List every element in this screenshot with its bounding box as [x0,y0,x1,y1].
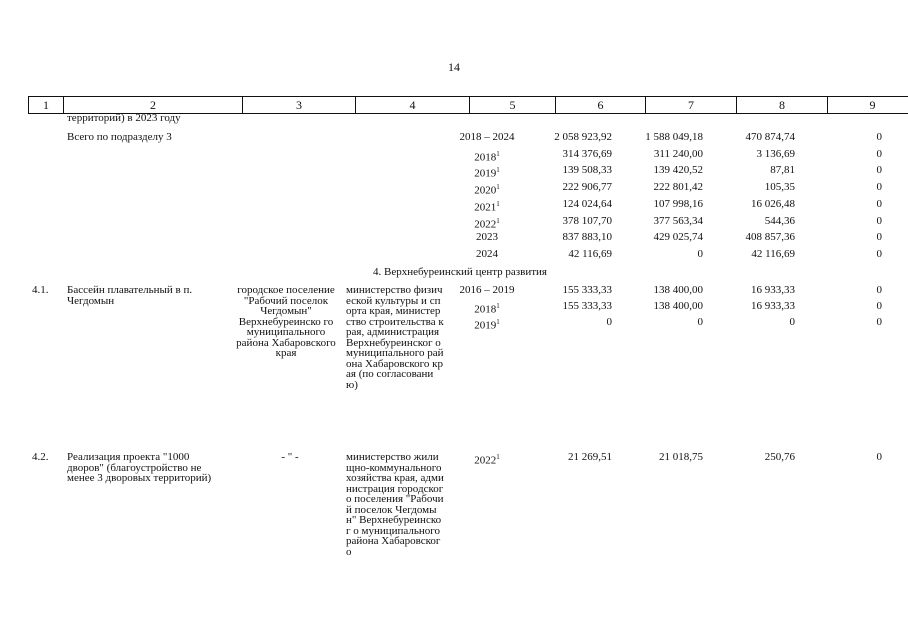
subtotal-c6-1: 314 376,69 [562,147,612,160]
subtotal-c7-0: 1 588 049,18 [645,131,703,143]
section-title: 4. Верхнебуреинский центр развития [373,266,547,278]
subtotal-c6-0: 2 058 923,92 [554,131,612,143]
subtotal-c7-3: 222 801,42 [653,181,703,194]
subtotal-c9-4: 0 [876,197,882,210]
carry-over-text: территорий) в 2023 году [67,112,181,124]
item-4-2-c8-0: 250,76 [764,451,795,463]
item-4-2-executor: - " - [281,451,299,463]
subtotal-c7-2: 139 420,52 [653,164,703,177]
subtotal-year-2: 2019$^1$ [474,166,500,181]
subtotal-label: Всего по подразделу 3 [67,131,172,143]
item-4-1-c7-2: 0 [697,316,703,328]
subtotal-year-0: 2018 – 2024 [459,131,515,143]
subtotal-year-footnote-4: 1 [496,199,500,208]
item-4-1-c7-1: 138 400,00 [653,300,703,312]
subtotal-year-footnote-2: 1 [496,166,500,175]
item-4-1-c8-1: 16 933,33 [751,300,795,312]
item-4-1-year-0: 2016 – 2019 [459,284,515,296]
item-4-2-number: 4.2. [32,451,49,463]
subtotal-c6-5: 378 107,70 [562,214,612,227]
item-4-2-c7-0: 21 018,75 [659,451,703,463]
header-cell-9: 9 [869,98,876,112]
subtotal-c8-0: 470 874,74 [745,131,795,143]
item-4-2-year-footnote-0: 1 [496,453,500,461]
header-cell-4: 4 [356,97,470,113]
subtotal-c6-3: 222 906,77 [562,181,612,194]
item-4-1-executor: городское поселение "Рабочий поселок Чегдомын" Верхнебуреинско го муниципального района Хабаровского края [236,284,336,359]
subtotal-c7-6: 429 025,74 [653,231,703,244]
subtotal-year-footnote-5: 1 [496,216,500,225]
item-4-1-c7-0: 138 400,00 [653,284,703,296]
subtotal-c9-1: 0 [876,147,882,160]
item-4-1-c9-1: 0 [876,300,882,312]
subtotal-c7-7: 0 [697,247,703,260]
subtotal-c8-7: 42 116,69 [751,247,795,260]
item-4-1-c6-0: 155 333,33 [562,284,612,296]
subtotal-year-7: 2024 [476,247,498,260]
item-4-1-c6-2: 0 [606,316,612,328]
item-4-1-number: 4.1. [32,284,49,296]
subtotal-c6-2: 139 508,33 [562,164,612,177]
subtotal-c8-2: 87,81 [770,164,795,177]
subtotal-year-5: 2022$^1$ [474,216,500,231]
subtotal-c8-5: 544,36 [764,214,795,227]
item-4-1-year-1: 2018$^1$ [474,302,500,316]
subtotal-c6-6: 837 883,10 [562,231,612,244]
header-cell-8: 8 [737,97,828,113]
subtotal-c8-1: 3 136,69 [756,147,795,160]
item-4-1-name: Бассейн плавательный в п. Чегдомын [67,284,193,307]
header-cell-6: 6 [556,97,646,113]
subtotal-year-4: 2021$^1$ [474,199,500,214]
item-4-1-year-footnote-1: 1 [496,302,500,310]
subtotal-c7-4: 107 998,16 [653,197,703,210]
subtotal-year-3: 2020$^1$ [474,183,500,197]
subtotal-c8-3: 105,35 [764,181,795,194]
subtotal-c9-0: 0 [876,131,882,143]
item-4-2-year-0: 2022$^1$ [474,453,500,467]
item-4-2-c6-0: 21 269,51 [568,451,612,463]
subtotal-c9-2: 0 [876,164,882,177]
header-cell-5: 5 [470,97,556,113]
subtotal-c6-7: 42 116,69 [568,247,612,260]
item-4-2-partner: министерство жилищно-коммунального хозяйства края, администрация городского поселения "Рабочий поселок Чегдомын" Верхнебуреинског о муниципального района Хабаровского [346,451,444,558]
subtotal-year-1: 2018$^1$ [474,149,500,164]
item-4-1-c8-2: 0 [789,316,795,328]
item-4-1-year-2: 2019$^1$ [474,318,500,332]
page-number: 14 [448,60,460,74]
subtotal-c9-5: 0 [876,214,882,227]
subtotal-year-6: 2023 [476,231,498,244]
item-4-1-c8-0: 16 933,33 [751,284,795,296]
subtotal-c6-4: 124 024,64 [562,197,612,210]
subtotal-c9-6: 0 [876,231,882,244]
subtotal-c7-1: 311 240,00 [653,147,703,160]
item-4-1-c9-2: 0 [876,316,882,328]
item-4-1-partner: министерство физической культуры и спорта края, министерство строительства края, администрация Верхнебуреинског о муниципального района Хабаровского края (по согласованию) [346,284,444,391]
item-4-1-c9-0: 0 [876,284,882,296]
subtotal-c7-5: 377 563,34 [653,214,703,227]
subtotal-c9-7: 0 [876,247,882,260]
subtotal-c8-6: 408 857,36 [745,231,795,244]
subtotal-c8-4: 16 026,48 [751,197,795,210]
item-4-1-year-footnote-2: 1 [496,318,500,326]
item-4-2-c9-0: 0 [876,451,882,463]
subtotal-year-footnote-1: 1 [496,149,500,158]
header-cell-1: 1 [29,97,64,113]
header-cell-7: 7 [646,97,737,113]
subtotal-c9-3: 0 [876,181,882,194]
header-cell-2: 2 [64,97,243,113]
item-4-2-name: Реализация проекта "1000 дворов" (благоустройство не менее 3 дворовых территорий) [67,451,212,484]
item-4-1-c6-1: 155 333,33 [562,300,612,312]
header-cell-3: 3 [243,97,356,113]
subtotal-year-footnote-3: 1 [496,183,500,192]
